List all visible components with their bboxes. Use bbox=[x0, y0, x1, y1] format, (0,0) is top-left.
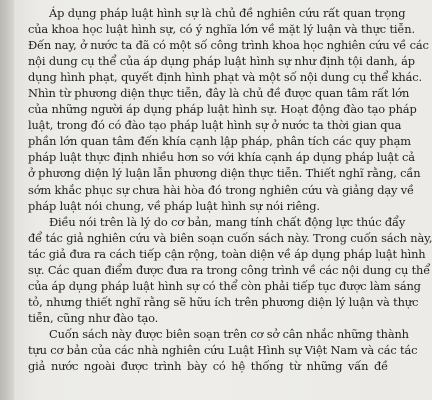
text-line: tựu cơ bản của các nhà nghiên cứu Luật Hình sự Việt Nam và các tác bbox=[28, 342, 418, 357]
text-line: Điều nói trên là lý do cơ bản, mang tính chất động lực thúc đẩy bbox=[49, 214, 406, 229]
text-line: Nhìn từ phương diện thực tiễn, đây là chủ đề được quan tâm rất lớn bbox=[28, 86, 410, 101]
text-line: ở phương diện lý luận lẫn phương diện thực tiễn. Thiết nghĩ rằng, cần bbox=[28, 166, 421, 181]
text-line: của khoa học luật hình sự, có ý nghĩa lớn về mặt lý luận và thực tiễn. bbox=[28, 22, 415, 37]
text-line: tiễn, cũng như đào tạo. bbox=[28, 310, 159, 325]
text-line: giả nước ngoài được trình bày có hệ thống từ những vấn đề bbox=[28, 359, 388, 374]
text-line: của những người áp dụng pháp luật hình sự. Hoạt động đào tạo pháp bbox=[28, 102, 417, 117]
text-line: Cuốn sách này được biên soạn trên cơ sở cân nhắc những thành bbox=[49, 326, 409, 341]
text-line: của áp dụng pháp luật hình sự có thể còn phải tiếp tục được làm sáng bbox=[28, 278, 421, 293]
text-line: Đến nay, ở nước ta đã có một số công trình khoa học nghiên cứu về các bbox=[28, 38, 429, 53]
text-line: sớm khắc phục sự chưa hài hòa đó trong nghiên cứu và giảng dạy về bbox=[28, 182, 414, 197]
text-line: luật, trong đó có đào tạo pháp luật hình sự ở nước ta thời gian qua bbox=[28, 118, 402, 133]
text-line: tỏ, nhưng thiết nghĩ rằng sẽ hữu ích trên phương diện lý luận và thực bbox=[28, 294, 419, 309]
text-line: pháp luật thực định nhiều hơn so với khía cạnh áp dụng pháp luật cả bbox=[28, 150, 415, 165]
book-spine-shadow bbox=[0, 0, 14, 400]
text-line: nội dung cụ thể của áp dụng pháp luật hình sự như định tội danh, áp bbox=[28, 54, 415, 69]
text-line: tác giả đưa ra cách tiếp cận rộng, toàn diện về áp dụng pháp luật hình bbox=[28, 246, 426, 261]
paragraph bbox=[28, 214, 432, 326]
text-line: pháp luật nói chung, về pháp luật hình sự nói riêng. bbox=[28, 198, 320, 213]
text-line: phần lớn quan tâm đến khía cạnh lập pháp, phân tích các quy phạm bbox=[28, 134, 411, 149]
body-text bbox=[28, 5, 432, 374]
paragraph bbox=[28, 5, 429, 214]
paragraph bbox=[28, 326, 418, 374]
text-line: dụng hình phạt, quyết định hình phạt và một số nội dung cụ thể khác. bbox=[28, 70, 422, 85]
text-line: sự. Các quan điểm được đưa ra trong công trình về các nội dung cụ thể bbox=[28, 262, 431, 277]
text-line: để tác giả nghiên cứu và biên soạn cuốn sách này. Trong cuốn sách này, bbox=[28, 230, 432, 245]
text-line: Áp dụng pháp luật hình sự là chủ đề nghiên cứu rất quan trọng bbox=[49, 6, 406, 20]
